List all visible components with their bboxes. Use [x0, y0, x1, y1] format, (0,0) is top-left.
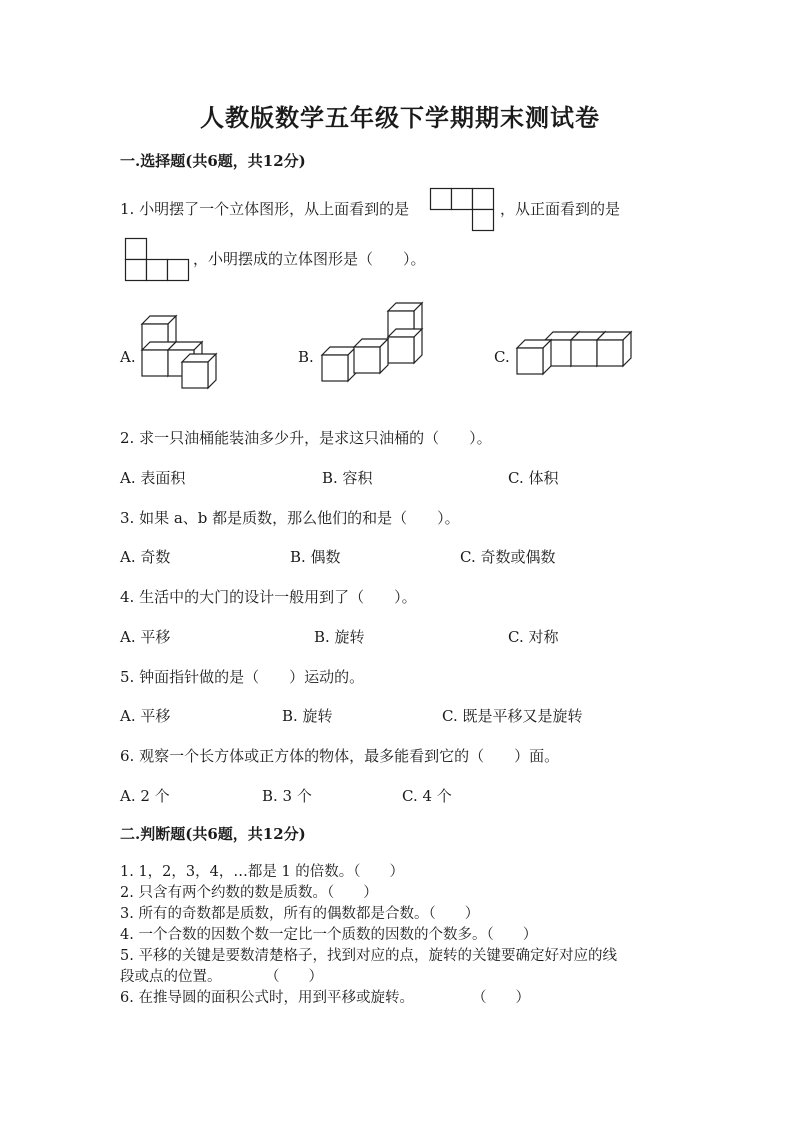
q1-text-part2: ，从正面看到的是 [500, 200, 621, 218]
judge-item-4: 4. 一个合数的因数个数一定比一个质数的因数的个数多。（ ） [120, 927, 538, 943]
q6-option-a[interactable]: A. 2 个 [120, 787, 170, 805]
q2-text: 2. 求一只油桶能装油多少升，是求这只油桶的（ ）。 [120, 429, 492, 447]
judge-item-6: 6. 在推导圆的面积公式时，用到平移或旋转。 （ ） [120, 990, 530, 1006]
q5-option-c[interactable]: C. 既是平移又是旋转 [442, 707, 583, 725]
q1-front-view-figure [125, 238, 191, 284]
section-2-heading: 二.判断题(共6题，共12分) [120, 825, 306, 843]
q5-option-a[interactable]: A. 平移 [120, 707, 171, 725]
q5-text: 5. 钟面指针做的是（ ）运动的。 [120, 668, 365, 686]
q3-option-a[interactable]: A. 奇数 [120, 548, 171, 566]
q2-option-c[interactable]: C. 体积 [508, 469, 559, 487]
page-title: 人教版数学五年级下学期期末测试卷 [200, 103, 600, 132]
q6-option-b[interactable]: B. 3 个 [262, 787, 312, 805]
judge-item-5-line2: 段或点的位置。 （ ） [120, 969, 323, 985]
judge-item-2: 2. 只含有两个约数的数是质数。（ ） [120, 885, 378, 901]
q6-text: 6. 观察一个长方体或正方体的物体，最多能看到它的（ ）面。 [120, 747, 560, 765]
cube [597, 332, 631, 366]
q4-option-b[interactable]: B. 旋转 [314, 628, 365, 646]
judge-item-1: 1. 1，2，3，4，…都是 1 的倍数。（ ） [120, 864, 405, 880]
q5-option-b[interactable]: B. 旋转 [282, 707, 333, 725]
section-1-heading: 一.选择题(共6题，共12分) [120, 152, 306, 170]
cube [517, 340, 551, 374]
q1-option-c[interactable]: C. [494, 348, 510, 366]
cube [182, 354, 216, 388]
q1-option-b-figure [320, 305, 430, 385]
q1-option-b[interactable]: B. [298, 348, 314, 366]
q1-option-c-figure [515, 330, 625, 386]
judge-item-5-line1: 5. 平移的关键是要数清楚格子，找到对应的点，旋转的关键要确定好对应的线 [120, 948, 617, 964]
q1-option-a[interactable]: A. [120, 348, 136, 366]
q3-option-c[interactable]: C. 奇数或偶数 [460, 548, 556, 566]
q1-top-view-figure [430, 188, 500, 236]
q4-option-c[interactable]: C. 对称 [508, 628, 559, 646]
q2-option-a[interactable]: A. 表面积 [120, 469, 186, 487]
q3-option-b[interactable]: B. 偶数 [290, 548, 341, 566]
q1-text-part1: 1. 小明摆了一个立体图形，从上面看到的是 [120, 200, 410, 218]
q3-text: 3. 如果 a、b 都是质数，那么他们的和是（ ）。 [120, 509, 460, 527]
q6-option-c[interactable]: C. 4 个 [402, 787, 452, 805]
q4-option-a[interactable]: A. 平移 [120, 628, 171, 646]
q1-text-part3: ，小明摆成的立体图形是（ ）。 [193, 250, 426, 268]
cube [322, 347, 356, 381]
cube [354, 339, 388, 373]
q1-option-a-figure [140, 312, 230, 382]
judge-item-3: 3. 所有的奇数都是质数，所有的偶数都是合数。（ ） [120, 906, 480, 922]
q4-text: 4. 生活中的大门的设计一般用到了（ ）。 [120, 588, 417, 606]
cube [388, 329, 422, 363]
q2-option-b[interactable]: B. 容积 [322, 469, 373, 487]
